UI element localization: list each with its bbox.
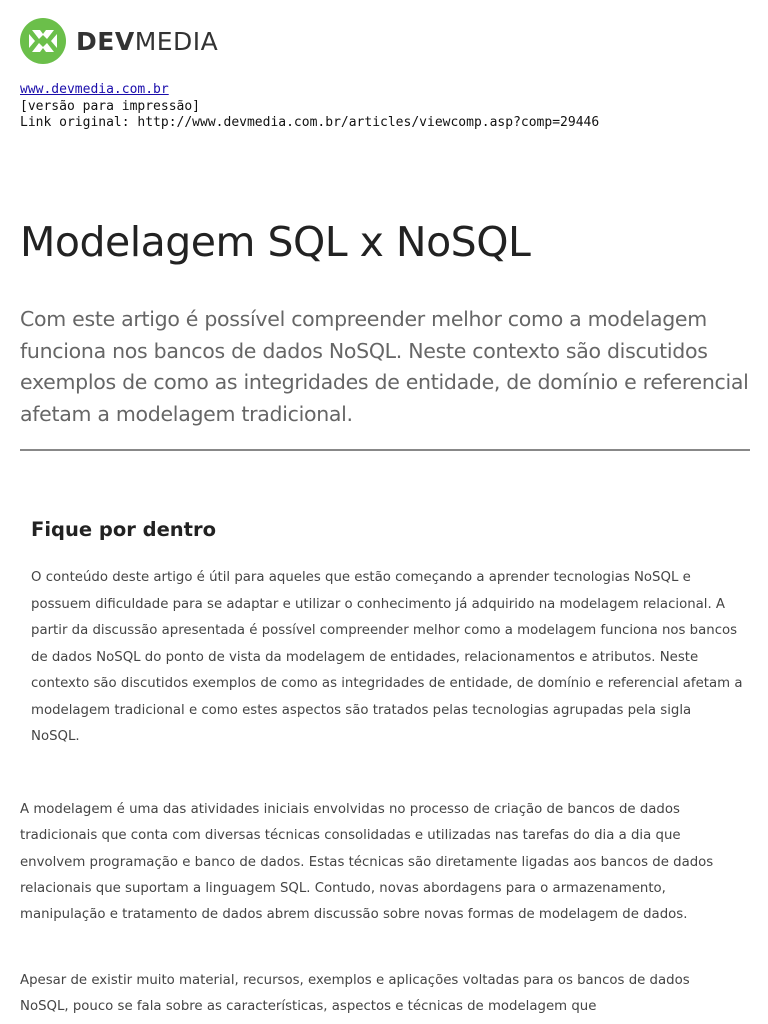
devmedia-logo[interactable] bbox=[20, 18, 218, 64]
logo-dev: DEV bbox=[76, 26, 135, 56]
print-version-label: [versão para impressão] bbox=[20, 98, 201, 114]
divider bbox=[20, 449, 750, 451]
body-paragraph-1: A modelagem é uma das atividades iniciais envolvidas no processo de criação de bancos de dados tradicionais que conta com diversas técnicas consolidadas e utilizadas nas tarefas do dia a dia que envolvem programação e banco de dados. Estas técnicas são diretamente ligadas aos bancos de dados relacionais que suportam a linguagem SQL. Contudo, novas abordagens para o armazenamento, manipulação e tratamento de dados abrem discussão sobre novas formas de modelagem de dados. bbox=[20, 802, 714, 923]
print-meta bbox=[20, 82, 599, 132]
original-link-label: Link original: http://www.devmedia.com.br/articles/viewcomp.asp?comp=29446 bbox=[20, 115, 600, 130]
box-title: Fique por dentro bbox=[31, 518, 217, 541]
article-title: Modelagem SQL x NoSQL bbox=[20, 218, 531, 266]
devmedia-logo-icon bbox=[20, 18, 66, 64]
box-text: O conteúdo deste artigo é útil para aqueles que estão começando a aprender tecnologias NoSQL e possuem dificuldade para se adaptar e utilizar o conhecimento já adquirido na modelagem relacional. A partir da discussão apresentada é possível compreender melhor como a modelagem funciona nos bancos de dados NoSQL do ponto de vista da modelagem de entidades, relacionamentos e atributos. Neste contexto são discutidos exemplos de como as integridades de entidade, de domínio e referencial afetam a modelagem tradicional e como estes aspectos são tratados pelas tecnologias agrupadas pela sigla NoSQL. bbox=[31, 570, 743, 744]
body-paragraph-2: Apesar de existir muito material, recursos, exemplos e aplicações voltadas para os bancos de dados NoSQL, pouco se fala sobre as características, aspectos e técnicas de modelagem que bbox=[20, 973, 690, 1015]
logo-wordmark bbox=[76, 27, 218, 56]
article-lead: Com este artigo é possível compreender melhor como a modelagem funciona nos bancos de dados NoSQL. Neste contexto são discutidos exemplos de como as integridades de entidade, de domínio e referencial afetam a modelagem tradicional. bbox=[20, 307, 749, 426]
site-link[interactable]: www.devmedia.com.br bbox=[20, 82, 169, 97]
logo-media: MEDIA bbox=[134, 26, 219, 56]
